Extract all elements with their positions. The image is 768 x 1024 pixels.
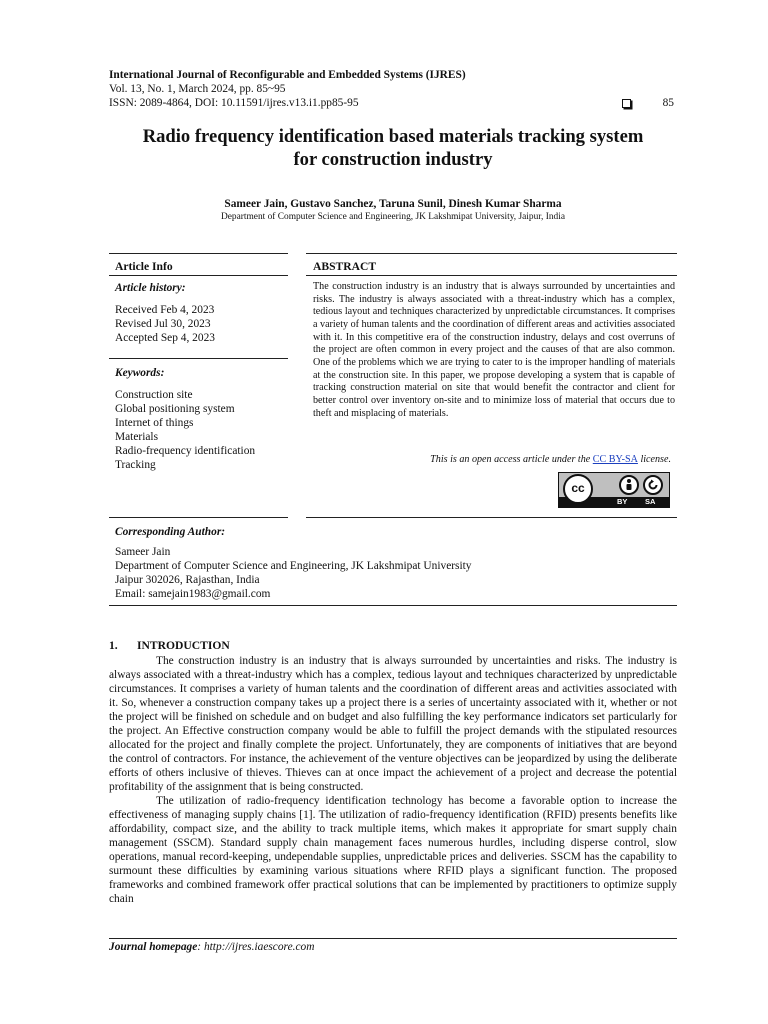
title-line-1: Radio frequency identification based materials tracking system	[142, 126, 644, 147]
divider	[306, 517, 677, 518]
introduction-body	[109, 654, 677, 906]
authors: Sameer Jain, Gustavo Sanchez, Taruna Sunil, Dinesh Kumar Sharma	[224, 198, 562, 210]
sa-label: SA	[645, 497, 656, 506]
divider	[109, 275, 288, 276]
section-title: INTRODUCTION	[137, 639, 230, 652]
footer-divider	[109, 938, 677, 939]
volume-line: Vol. 13, No. 1, March 2024, pp. 85~95	[109, 83, 286, 95]
journal-homepage-url[interactable]: : http://ijres.iaescore.com	[197, 941, 315, 953]
paper-page	[109, 0, 677, 1024]
history-received: Received Feb 4, 2023	[115, 304, 215, 316]
author-email: Email: samejain1983@gmail.com	[115, 588, 271, 600]
share-alike-icon	[643, 475, 663, 495]
affiliation: Department of Computer Science and Engineering, JK Lakshmipat University, Jaipur, India	[221, 212, 565, 222]
attribution-person-icon	[619, 475, 639, 495]
divider	[109, 605, 677, 606]
section-heading	[109, 639, 230, 652]
corresponding-author-details	[115, 545, 472, 601]
author-address: Jaipur 302026, Rajasthan, India	[115, 574, 260, 586]
divider	[306, 253, 677, 254]
article-info-heading: Article Info	[115, 260, 173, 273]
abstract-heading: ABSTRACT	[313, 260, 377, 273]
cc-icon: cc	[563, 474, 593, 504]
divider	[306, 275, 677, 276]
cc-by-sa-badge[interactable]	[558, 472, 670, 508]
paragraph: The construction industry is an industry that is always surrounded by uncertainties and risks. The industry is always associated with a threat-industry which has a complex, tedious layout and techniques characterized by unpredictable circumstances. It comprises a variety of human talents and the coordination of different areas and activities associated with it. So, whenever a construction company takes up a project there is a series of uncertainty associated with it, whether or not the project will be finished on schedule and on budget and also fulfilling the key performance indicators set particularly for the project. An Effective construction company would be able to fulfill the project demands with the stipulated resources allocated for the project and finally complete the project. Unfortunately, they are components of initiatives that are beyond the control of contractors. For instance, the achievement of the venture objectives can be jeopardized by using the deliberate efforts of others inclusive of thieves. Thieves can at once impact the achievement of a project and decrease the potential profitability of the assignment that is being constructed.	[109, 655, 677, 793]
journal-name: International Journal of Reconfigurable and Embedded Systems (IJRES)	[109, 69, 466, 81]
keywords-heading: Keywords:	[115, 367, 165, 379]
title-line-2: for construction industry	[293, 149, 493, 170]
divider	[109, 358, 288, 359]
keyword-item: Global positioning system	[115, 403, 235, 415]
author-name: Sameer Jain	[115, 546, 171, 558]
keyword-item: Construction site	[115, 389, 193, 401]
keyword-item: Materials	[115, 431, 159, 443]
license-line	[313, 454, 671, 465]
license-prefix: This is an open access article under the	[430, 454, 593, 465]
keywords-list	[115, 388, 255, 472]
divider	[109, 517, 288, 518]
by-label: BY	[617, 497, 628, 506]
page-number: 85	[662, 97, 674, 109]
author-department: Department of Computer Science and Engineering, JK Lakshmipat University	[115, 560, 472, 572]
journal-homepage-label: Journal homepage	[109, 941, 198, 953]
keyword-item: Internet of things	[115, 417, 194, 429]
keyword-item: Radio-frequency identification	[115, 445, 256, 457]
issn-row	[109, 96, 677, 110]
issn-line: ISSN: 2089-4864, DOI: 10.11591/ijres.v13.i1.pp85-95	[109, 97, 359, 109]
square-bullet-icon	[622, 99, 631, 108]
footer	[109, 941, 314, 953]
divider	[109, 253, 288, 254]
cc-by-sa-link[interactable]: CC BY-SA	[592, 454, 638, 465]
section-number: 1.	[109, 639, 118, 652]
abstract-text: The construction industry is an industry that is always surrounded by uncertainties and risks. The industry is always associated with a threat-industry which has a complex, tedious layout and techniques characterized by unpredictable circumstances. It comprises a variety of human talents and the coordination of different areas and activities associated with it. In this competitive era of the construction industry, delays and cost overruns of the project are often common in every project and the causes of that are also common. One of the problems which we are trying to cater to is the improper handling of materials at the construction site. In this paper, we propose developing a system that is capable of tracking construction material on site that would benefit the contractor and client for better control over inventory on-site and to minimize loss of material that occurs due to theft and misplacing of materials.	[313, 281, 675, 419]
keyword-item: Tracking	[115, 459, 156, 471]
corresponding-author-heading: Corresponding Author:	[115, 526, 226, 538]
article-history-list	[115, 303, 215, 345]
paper-title	[109, 125, 677, 171]
article-history-heading: Article history:	[115, 282, 186, 294]
license-suffix: license.	[637, 454, 671, 465]
history-accepted: Accepted Sep 4, 2023	[115, 332, 215, 344]
paragraph: The utilization of radio-frequency identification technology has become a favorable option to increase the effectiveness of managing supply chains [1]. The utilization of radio-frequency identification (RFID) presents benefits like affordability, compact size, and the ability to track multiple items, which makes it appropriate for smart supply chain management (SSCM). Standard supply chain management faces numerous hurdles, including disperse control, slow operations, manual record-keeping, undependable supplies, unpredictable prices and deliveries. SSCM has the capability to surmount these difficulties by examining various situations where RFID plays a significant function. The proposed frameworks and combined framework offer practical solutions that can be implemented by practitioners to optimize supply chain	[109, 795, 677, 905]
journal-header	[109, 68, 677, 110]
history-revised: Revised Jul 30, 2023	[115, 318, 211, 330]
